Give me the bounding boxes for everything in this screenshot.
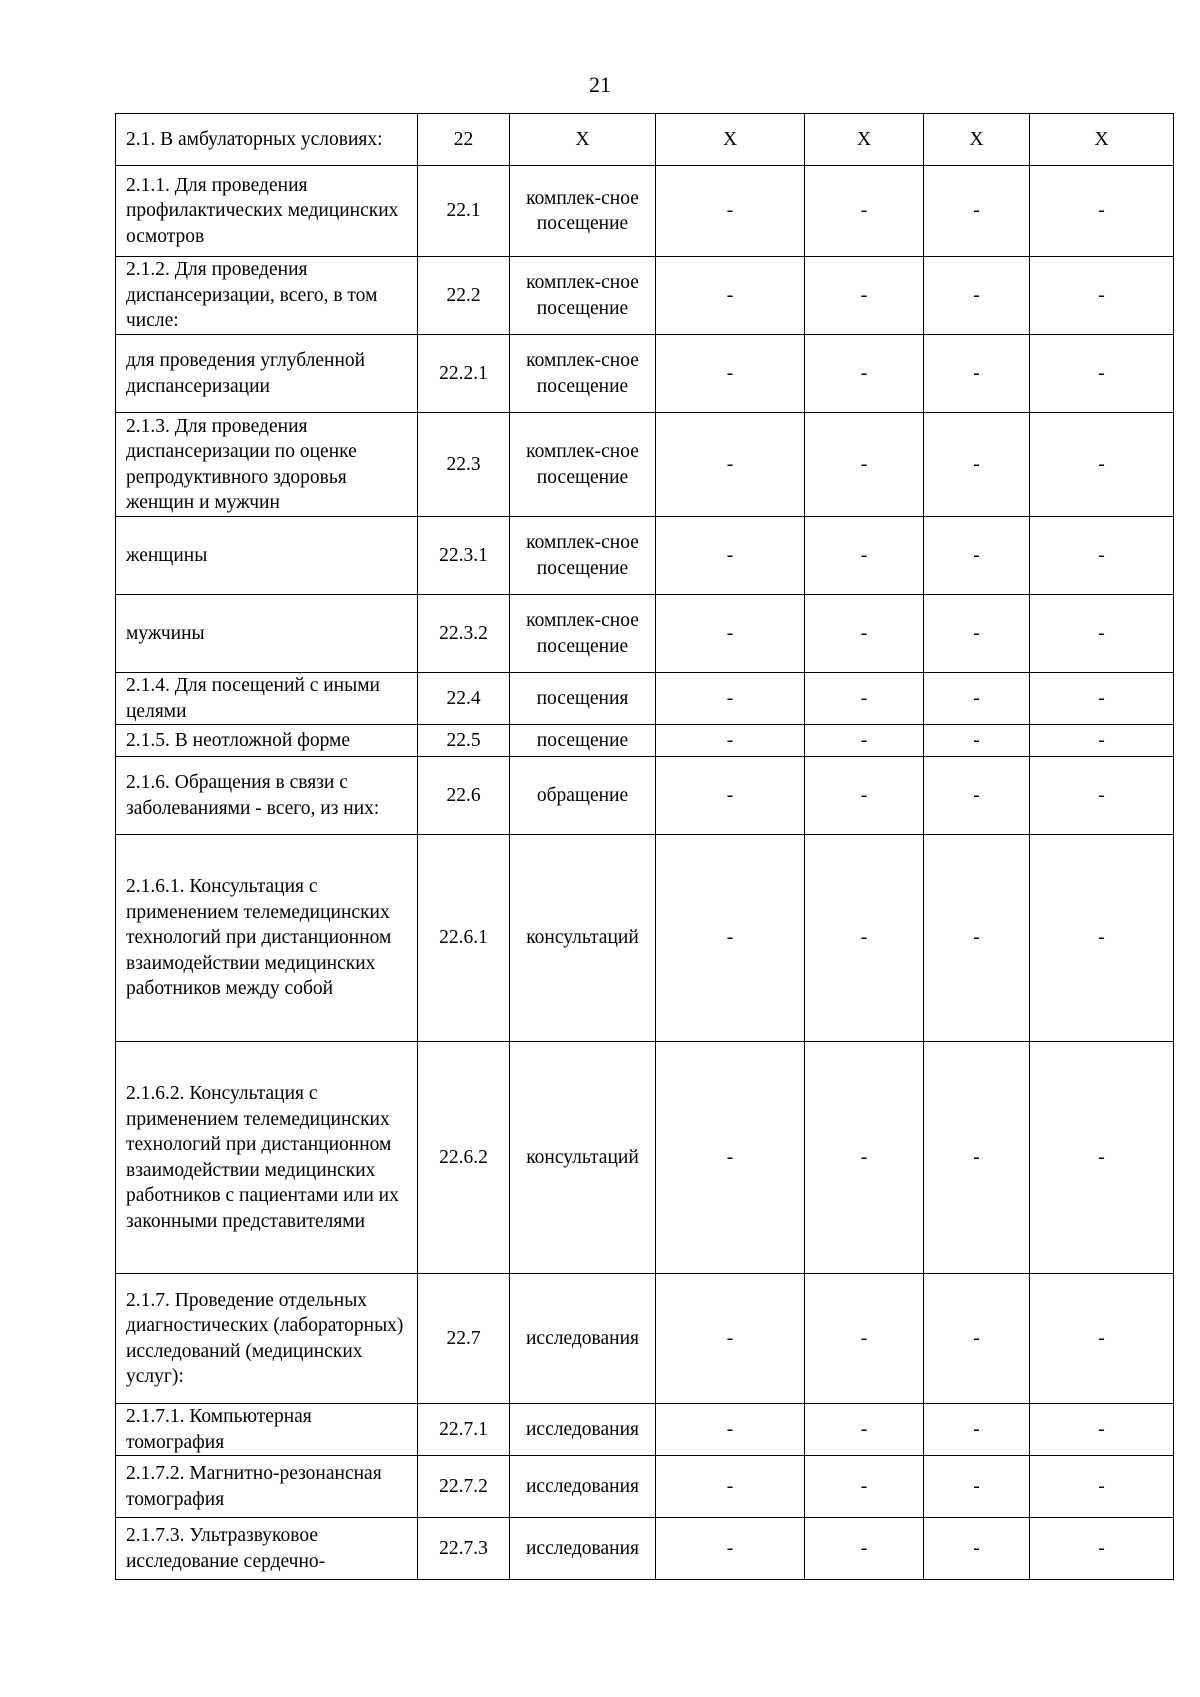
table-row [116,595,1174,673]
row-value: - [805,1518,924,1580]
row-value: - [924,413,1030,517]
row-value: - [805,673,924,725]
row-code: 22 [418,114,510,166]
row-value: - [924,1042,1030,1274]
row-unit: обращение [510,757,656,835]
row-value: - [805,1456,924,1518]
page-number: 21 [589,72,611,97]
row-code: 22.4 [418,673,510,725]
row-unit: комплек-сное посещение [510,166,656,257]
row-value: - [805,725,924,757]
table-row [116,257,1174,335]
table-row [116,1404,1174,1456]
row-value: - [1030,1274,1174,1404]
row-value: - [924,1518,1030,1580]
row-value: - [656,257,805,335]
row-name: 2.1.7.1. Компьютерная томография [116,1404,418,1456]
row-unit: посещения [510,673,656,725]
row-value: - [805,1042,924,1274]
row-value: - [1030,1404,1174,1456]
row-value: - [656,1404,805,1456]
row-value: - [924,166,1030,257]
row-name: 2.1.7.3. Ультразвуковое исследование сердечно- [116,1518,418,1580]
row-unit: исследования [510,1404,656,1456]
row-value: - [1030,517,1174,595]
row-value: Х [805,114,924,166]
table-row [116,413,1174,517]
row-value: - [656,1042,805,1274]
row-value: - [1030,835,1174,1042]
table-row [116,166,1174,257]
row-value: - [805,517,924,595]
row-code: 22.3.2 [418,595,510,673]
row-value: - [805,835,924,1042]
row-code: 22.3 [418,413,510,517]
row-value: - [805,413,924,517]
row-value: - [805,1274,924,1404]
row-code: 22.6.1 [418,835,510,1042]
row-value: - [924,725,1030,757]
row-value: - [924,595,1030,673]
row-unit: консультаций [510,835,656,1042]
table-row [116,1042,1174,1274]
row-value: - [656,595,805,673]
row-value: - [656,835,805,1042]
row-code: 22.6.2 [418,1042,510,1274]
row-name: 2.1.4. Для посещений с иными целями [116,673,418,725]
row-value: - [1030,673,1174,725]
row-value: - [656,1518,805,1580]
row-value: - [924,1274,1030,1404]
row-value: - [924,335,1030,413]
row-unit: исследования [510,1518,656,1580]
row-value: - [656,1456,805,1518]
row-name: 2.1.3. Для проведения диспансеризации по оценке репродуктивного здоровья женщин и мужчин [116,413,418,517]
row-value: - [1030,1042,1174,1274]
row-value: - [656,725,805,757]
row-name: 2.1.1. Для проведения профилактических медицинских осмотров [116,166,418,257]
row-value: - [656,413,805,517]
row-unit: исследования [510,1274,656,1404]
row-value: Х [1030,114,1174,166]
row-code: 22.6 [418,757,510,835]
row-code: 22.7 [418,1274,510,1404]
row-value: - [805,335,924,413]
row-code: 22.2 [418,257,510,335]
row-value: - [924,517,1030,595]
row-unit: посещение [510,725,656,757]
row-code: 22.7.2 [418,1456,510,1518]
table-row [116,725,1174,757]
row-value: - [1030,1518,1174,1580]
row-value: - [1030,725,1174,757]
row-value: - [656,166,805,257]
row-unit: комплек-сное посещение [510,413,656,517]
row-value: - [1030,595,1174,673]
row-name: 2.1.2. Для проведения диспансеризации, всего, в том числе: [116,257,418,335]
row-code: 22.5 [418,725,510,757]
row-value: - [924,1456,1030,1518]
table-row [116,673,1174,725]
row-value: - [805,257,924,335]
row-name: 2.1.5. В неотложной форме [116,725,418,757]
row-value: - [656,757,805,835]
row-value: - [656,1274,805,1404]
row-unit: консультаций [510,1042,656,1274]
row-name: 2.1. В амбулаторных условиях: [116,114,418,166]
row-code: 22.1 [418,166,510,257]
row-name: для проведения углубленной диспансеризации [116,335,418,413]
table-row [116,1518,1174,1580]
row-value: - [656,673,805,725]
row-value: - [805,166,924,257]
table-row [116,835,1174,1042]
row-value: - [1030,1456,1174,1518]
row-unit: Х [510,114,656,166]
row-value: - [924,1404,1030,1456]
row-value: - [805,595,924,673]
table-row [116,757,1174,835]
row-value: Х [656,114,805,166]
row-value: - [805,1404,924,1456]
row-name: мужчины [116,595,418,673]
row-name: 2.1.6.2. Консультация с применением телемедицинских технологий при дистанционном взаимодействии медицинских работников с пациентами или их законными представителями [116,1042,418,1274]
row-name: женщины [116,517,418,595]
row-value: Х [924,114,1030,166]
row-code: 22.2.1 [418,335,510,413]
row-code: 22.7.3 [418,1518,510,1580]
row-value: - [1030,757,1174,835]
row-name: 2.1.6. Обращения в связи с заболеваниями - всего, из них: [116,757,418,835]
row-unit: комплек-сное посещение [510,335,656,413]
row-value: - [805,757,924,835]
row-value: - [924,757,1030,835]
data-table [115,113,1174,1580]
table-row [116,114,1174,166]
row-value: - [924,257,1030,335]
row-code: 22.3.1 [418,517,510,595]
row-value: - [1030,166,1174,257]
row-unit: исследования [510,1456,656,1518]
row-value: - [656,335,805,413]
row-name: 2.1.7.2. Магнитно-резонансная томография [116,1456,418,1518]
row-unit: комплек-сное посещение [510,517,656,595]
table-row [116,1456,1174,1518]
row-unit: комплек-сное посещение [510,595,656,673]
table-row [116,1274,1174,1404]
row-name: 2.1.6.1. Консультация с применением телемедицинских технологий при дистанционном взаимодействии медицинских работников между собой [116,835,418,1042]
row-code: 22.7.1 [418,1404,510,1456]
row-value: - [1030,257,1174,335]
row-value: - [924,835,1030,1042]
row-value: - [1030,335,1174,413]
table-row [116,517,1174,595]
row-name: 2.1.7. Проведение отдельных диагностических (лабораторных) исследований (медицинских услуг): [116,1274,418,1404]
row-value: - [656,517,805,595]
row-value: - [924,673,1030,725]
table-row [116,335,1174,413]
row-unit: комплек-сное посещение [510,257,656,335]
row-value: - [1030,413,1174,517]
